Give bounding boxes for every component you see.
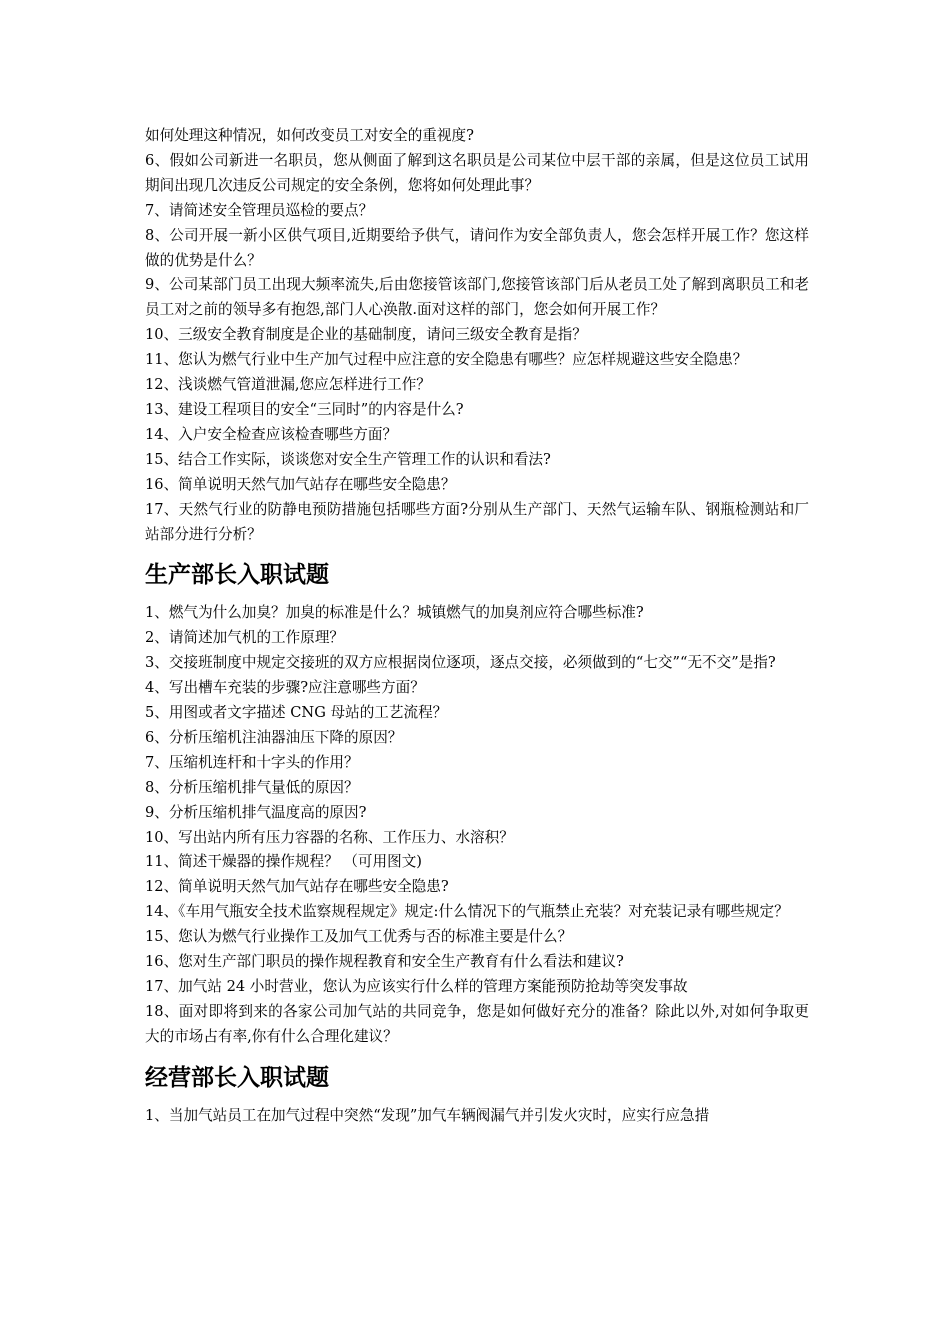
question-item: 17、加气站 24 小时营业，您认为应该实行什么样的管理方案能预防抢劫等突发事故 — [145, 978, 688, 995]
question-item: 9、公司某部门员工出现大频率流失,后由您接管该部门,您接管该部门后从老员工处了解到离职员工和老员工对之前的领导多有抱怨,部门人心涣散.面对这样的部门，您会如何开展工作？ — [145, 276, 809, 319]
question-item: 6、分析压缩机注油器油压下降的原因？ — [145, 728, 403, 746]
question-item: 11、您认为燃气行业中生产加气过程中应注意的安全隐患有哪些？应怎样规避这些安全隐患？ — [145, 351, 748, 369]
question-item: 16、您对生产部门职员的操作规程教育和安全生产教育有什么看法和建议? — [145, 953, 624, 971]
question-item: 5、用图或者文字描述 CNG 母站的工艺流程？ — [145, 704, 448, 722]
question-item: 14、《车用气瓶安全技术监察规程规定》规定:什么情况下的气瓶禁止充装？对充装记录有哪些规定？ — [145, 903, 789, 921]
question-item: 4、写出槽车充装的步骤?应注意哪些方面？ — [145, 679, 425, 697]
production-questions-list — [145, 601, 809, 1049]
question-item: 14、入户安全检查应该检查哪些方面？ — [145, 425, 398, 443]
question-item: 17、天然气行业的防静电预防措施包括哪些方面?分别从生产部门、天然气运输车队、钢瓶检测站和厂站部分进行分析？ — [145, 500, 809, 543]
question-item: 12、简单说明天然气加气站存在哪些安全隐患? — [145, 878, 449, 896]
question-item: 3、交接班制度中规定交接班的双方应根据岗位逐项，逐点交接，必须做到的“七交”“无不交”是指? — [145, 654, 776, 672]
section-heading-production: 生产部长入职试题 — [145, 562, 329, 589]
question-item: 1、当加气站员工在加气过程中突然“发现”加气车辆阀漏气并引发火灾时，应实行应急措 — [145, 1106, 710, 1124]
question-item: 2、请简述加气机的工作原理？ — [145, 629, 345, 647]
question-item: 7、请简述安全管理员巡检的要点？ — [145, 201, 374, 219]
question-item: 7、压缩机连杆和十字头的作用？ — [145, 753, 359, 771]
question-item: 13、建设工程项目的安全“三同时”的内容是什么? — [145, 400, 464, 418]
question-item: 12、浅谈燃气管道泄漏,您应怎样进行工作？ — [145, 376, 431, 394]
question-item: 15、结合工作实际，谈谈您对安全生产管理工作的认识和看法? — [145, 450, 551, 468]
question-item: 18、面对即将到来的各家公司加气站的共同竞争，您是如何做好充分的准备？除此以外,对如何争取更大的市场占有率,你有什么合理化建议？ — [145, 1002, 809, 1045]
question-item: 9、分析压缩机排气温度高的原因? — [145, 803, 367, 821]
safety-questions-list — [145, 124, 809, 547]
question-item: 15、您认为燃气行业操作工及加气工优秀与否的标准主要是什么？ — [145, 928, 573, 946]
section-heading-business: 经营部长入职试题 — [145, 1064, 329, 1091]
business-questions-list — [145, 1104, 809, 1129]
document-page — [145, 124, 809, 1129]
question-item: 10、写出站内所有压力容器的名称、工作压力、水溶积？ — [145, 828, 514, 846]
question-item: 16、简单说明天然气加气站存在哪些安全隐患？ — [145, 475, 456, 493]
question-item: 8、分析压缩机排气量低的原因？ — [145, 778, 359, 796]
question-item: 8、公司开展一新小区供气项目,近期要给予供气，请问作为安全部负责人，您会怎样开展工作？您这样做的优势是什么？ — [145, 226, 809, 269]
question-item: 如何处理这种情况，如何改变员工对安全的重视度? — [145, 127, 474, 144]
question-item: 11、简述干燥器的操作规程？ （可用图文) — [145, 853, 422, 871]
question-item: 6、假如公司新进一名职员，您从侧面了解到这名职员是公司某位中层干部的亲属，但是这位员工试用期间出现几次违反公司规定的安全条例，您将如何处理此事？ — [145, 151, 809, 194]
question-item: 10、三级安全教育制度是企业的基础制度，请问三级安全教育是指？ — [145, 326, 587, 344]
question-item: 1、燃气为什么加臭？加臭的标准是什么？城镇燃气的加臭剂应符合哪些标准? — [145, 604, 644, 622]
